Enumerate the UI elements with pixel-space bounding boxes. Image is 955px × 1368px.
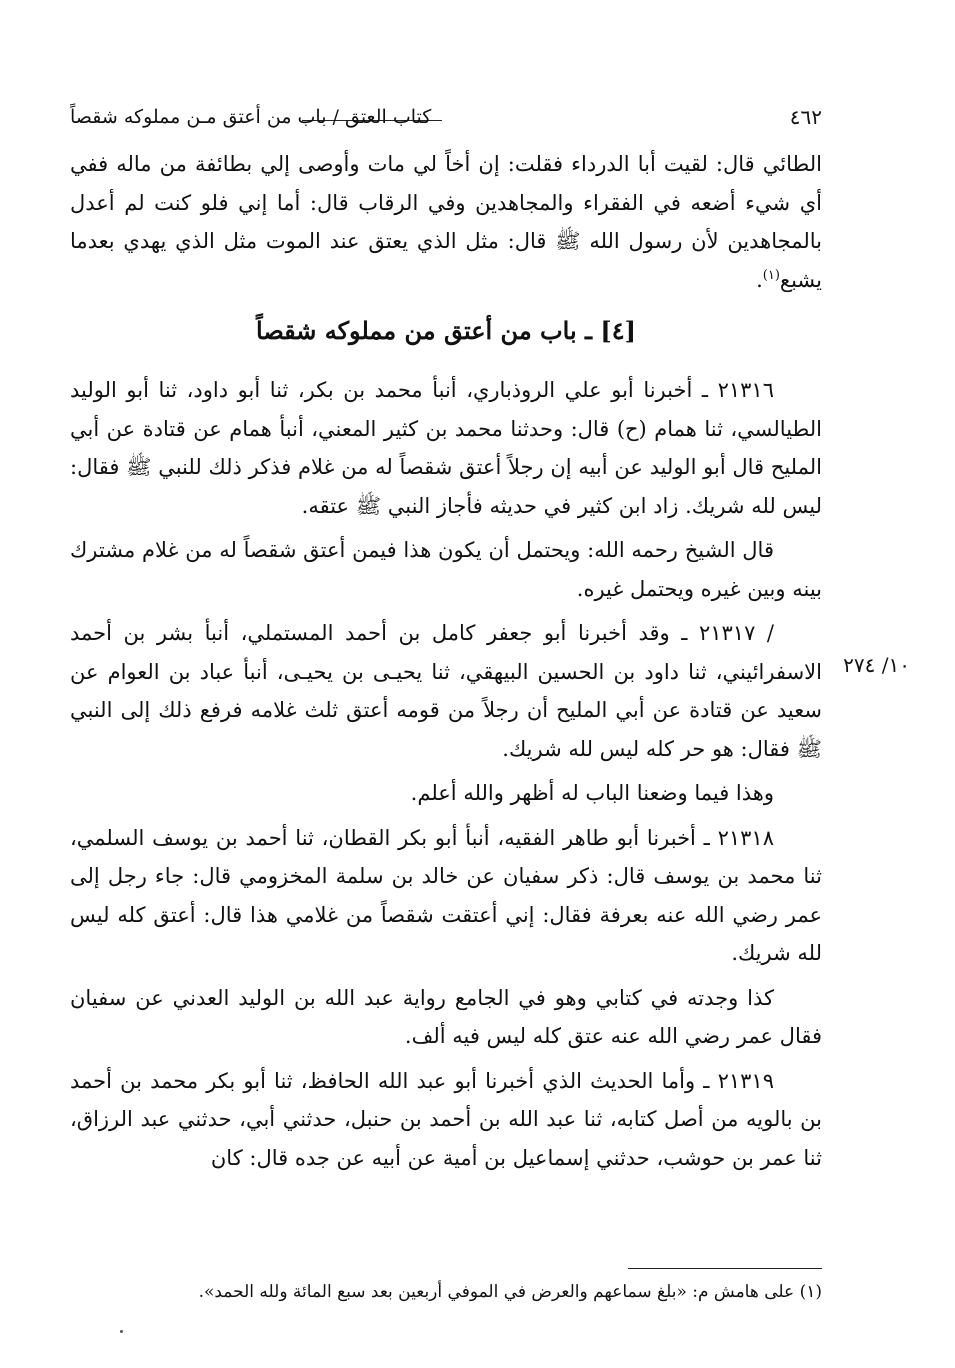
paragraph-intro	[70, 145, 822, 299]
section-heading: [٤] ـ باب من أعتق من مملوكه شقصاً	[256, 316, 636, 345]
paragraph-intro-end: .	[756, 267, 763, 292]
hadith-21318: ٢١٣١٨ ـ أخبرنا أبو طاهر الفقيه، أنبأ أبو بكر القطان، ثنا أحمد بن يوسف السلمي، ثنا محمد بن يوسف قال: ذكر سفيان عن خالد بن سلمة المخزومي قال: جاء رجل إلى عمر رضي الله عنه بعرفة فقال: إني أعتقت شقصاً من غلامي هذا قال: أعتق كله ليس لله شريك.	[70, 825, 822, 965]
hadith-21316: ٢١٣١٦ ـ أخبرنا أبو علي الروذباري، أنبأ محمد بن بكر، ثنا أبو داود، ثنا أبو الوليد الطيالسي، ثنا همام (ح) قال: وحدثنا محمد بن كثير المعني، أنبأ همام عن قتادة عن أبي المليح قال أبو الوليد عن أبيه إن رجلاً أعتق شقصاً له من غلام فذكر ذلك للنبي ﷺ فقال: ليس لله شريك. زاد ابن كثير في حديثه فأجاز النبي ﷺ عتقه.	[70, 378, 822, 518]
paragraph-intro-text: الطائي قال: لقيت أبا الدرداء فقلت: إن أخاً لي مات وأوصى إلي بطائفة من ماله ففي أي شيء أضعه في الفقراء والمجاهدين وفي الرقاب قال: أما إني فلو كنت لم أعدل بالمجاهدين لأن رسول الله ﷺ قال: مثل الذي يعتق عند الموت مثل الذي يهدي بعدما يشبع	[70, 152, 822, 292]
author-remark: وهذا فيما وضعنا الباب له أظهر والله أعلم.	[410, 781, 774, 805]
running-title: كتاب العتق / باب من أعتق مـن مملوكه شقصاً	[70, 106, 432, 128]
scan-speck	[120, 1330, 123, 1333]
footnote-separator	[628, 1268, 822, 1269]
main-text	[70, 145, 822, 1183]
margin-reference: ١٠/ ٢٧٤	[843, 653, 910, 677]
running-header	[70, 100, 822, 134]
page-number: ٤٦٢	[789, 105, 822, 129]
footnote: (١) على هامش م: «بلغ سماعهم والعرض في الموفي أربعين بعد سبع المائة ولله الحمد».	[198, 1282, 822, 1302]
sheikh-comment: قال الشيخ رحمه الله: ويحتمل أن يكون هذا فيمن أعتق شقصاً له من غلام مشترك بينه وبين غيره ويحتمل غيره.	[70, 538, 822, 601]
kadha-note: كذا وجدته في كتابي وهو في الجامع رواية عبد الله بن الوليد العدني عن سفيان فقال عمر رضي الله عنه عتق كله ليس فيه ألف.	[70, 985, 822, 1048]
hadith-21319: ٢١٣١٩ ـ وأما الحديث الذي أخبرنا أبو عبد الله الحافظ، ثنا أبو بكر محمد بن أحمد بن بالويه من أصل كتابه، ثنا عبد الله بن أحمد بن حنبل، حدثني أبي، حدثني عبد الرزاق، ثنا عمر بن حوشب، حدثني إسماعيل بن أمية عن أبيه عن جده قال: كان	[70, 1068, 822, 1170]
hadith-21317: / ٢١٣١٧ ـ وقد أخبرنا أبو جعفر كامل بن أحمد المستملي، أنبأ بشر بن أحمد الاسفرائيني، ثنا داود بن الحسين البيهقي، ثنا يحيـى بن يحيـى، أنبأ عباد بن العوام عن سعيد عن قتادة عن أبي المليح أن رجلاً من قومه أعتق ثلث غلامه فرفع ذلك إلى النبي ﷺ فقال: هو حر كله ليس لله شريك.	[70, 621, 822, 761]
footnote-marker: (١)	[762, 267, 780, 283]
